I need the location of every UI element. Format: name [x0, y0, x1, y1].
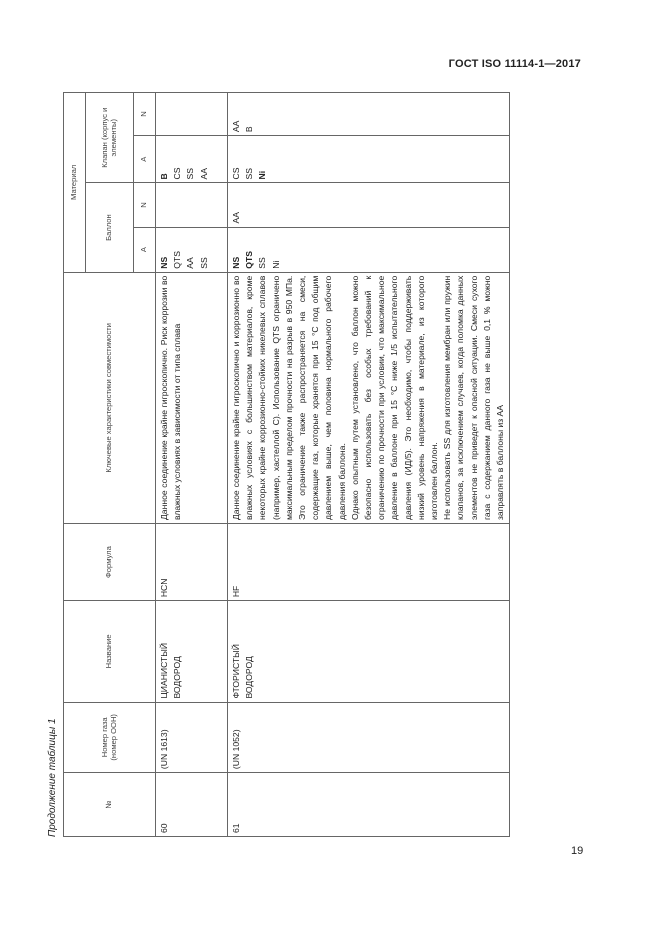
cell-un-number: (UN 1613) [156, 702, 228, 773]
cell-key-characteristics [156, 272, 228, 523]
header-valve-a: А [134, 136, 156, 183]
page-number: 19 [571, 845, 584, 857]
paragraph: Однако опытным путем установлено, что баллон можно безопасно использовать без особых требований к ограничению по прочности при условии, что максимальное давление в баллоне при 15 °С ниже 1/5 испытательного давления (ИД/5). Это необходимо, чтобы поддерживать низкий уровень напряжения в материале, из которого изготовлен баллон. [349, 275, 440, 521]
cell-cylinder-a [228, 227, 510, 272]
cell-un-number: (UN 1052) [228, 702, 510, 773]
material-code: CS [231, 167, 241, 180]
header-key-characteristics: Ключевые характеристики совместимости [64, 272, 156, 523]
cell-valve-a [156, 136, 228, 183]
material-code: Ni [257, 170, 268, 180]
material-code: B [159, 173, 169, 180]
compatibility-table [63, 92, 510, 837]
cell-cylinder-n [156, 183, 228, 227]
document-code: ГОСТ ISO 11114-1—2017 [448, 58, 581, 70]
material-code: SS [244, 167, 255, 180]
paragraph: Данное соединение крайне гигроскопично. Риск коррозии во влажных условиях в зависимости от типа сплава [159, 275, 183, 521]
material-code: NS [231, 256, 241, 269]
cell-valve-n [156, 93, 228, 136]
table-row [228, 93, 510, 837]
cell-gas-name: ФТОРИСТЫЙ ВОДОРОД [228, 601, 510, 702]
material-code: SS [198, 257, 209, 269]
paragraph: Данное соединение крайне гигроскопично и коррозионно во влажных условиях с большинством материалов, кроме некоторых крайне коррозионно-стойких никелевых сплавов (например, хастеллой С). Использование QTS ограничено максимальным пределом прочности на разрыв в 950 МПа. Это ограничение также распространяется на смеси, содержащие газ, которые хранятся при 15 °С под общим давлением выше, чем половина нормального рабочего давления баллона. [231, 275, 347, 521]
header-no: № [64, 773, 156, 837]
table-row [156, 93, 228, 837]
material-code: SS [185, 167, 196, 180]
cell-valve-n [228, 93, 510, 136]
material-code: AA [231, 212, 241, 224]
material-code: QTS [172, 251, 183, 269]
material-code: SS [257, 257, 268, 269]
cell-valve-a [228, 136, 510, 183]
header-cylinder-n: N [134, 183, 156, 227]
material-code: CS [172, 167, 183, 180]
material-code: NS [159, 256, 169, 269]
cell-no: 61 [228, 773, 510, 837]
cell-key-characteristics [228, 272, 510, 523]
material-code: AA [231, 120, 241, 133]
header-valve-n: N [134, 93, 156, 136]
header-name: Название [64, 601, 156, 702]
material-code: Ni [270, 260, 281, 269]
material-code: AA [185, 257, 196, 269]
table-caption: Продолжение таблицы 1 [47, 718, 58, 837]
header-formula: Формула [64, 524, 156, 601]
cell-cylinder-a [156, 227, 228, 272]
cell-cylinder-n [228, 183, 510, 227]
header-cylinder: Баллон [86, 183, 134, 272]
cell-gas-name: ЦИАНИСТЫЙ ВОДОРОД [156, 601, 228, 702]
cell-formula: HCN [156, 524, 228, 601]
rotated-table-page [43, 92, 564, 837]
material-code: B [244, 126, 255, 133]
paragraph: Не использовать SS для изготовления мембран или пружин клапанов, за исключением случаев, когда поломка данных элементов не приведет к опасной ситуации. Смеси сухого газа с содержанием данного газа не выше 0,1 % можно заправлять в баллоны из AA [442, 275, 506, 521]
header-valve: Клапан (корпус и элементы) [86, 93, 134, 183]
material-code: QTS [244, 251, 255, 269]
material-code: AA [198, 167, 209, 180]
cell-formula: HF [228, 524, 510, 601]
header-material: Материал [64, 93, 86, 273]
header-cylinder-a: А [134, 227, 156, 272]
cell-no: 60 [156, 773, 228, 837]
header-un-number: Номер газа (номер ООН) [64, 702, 156, 773]
